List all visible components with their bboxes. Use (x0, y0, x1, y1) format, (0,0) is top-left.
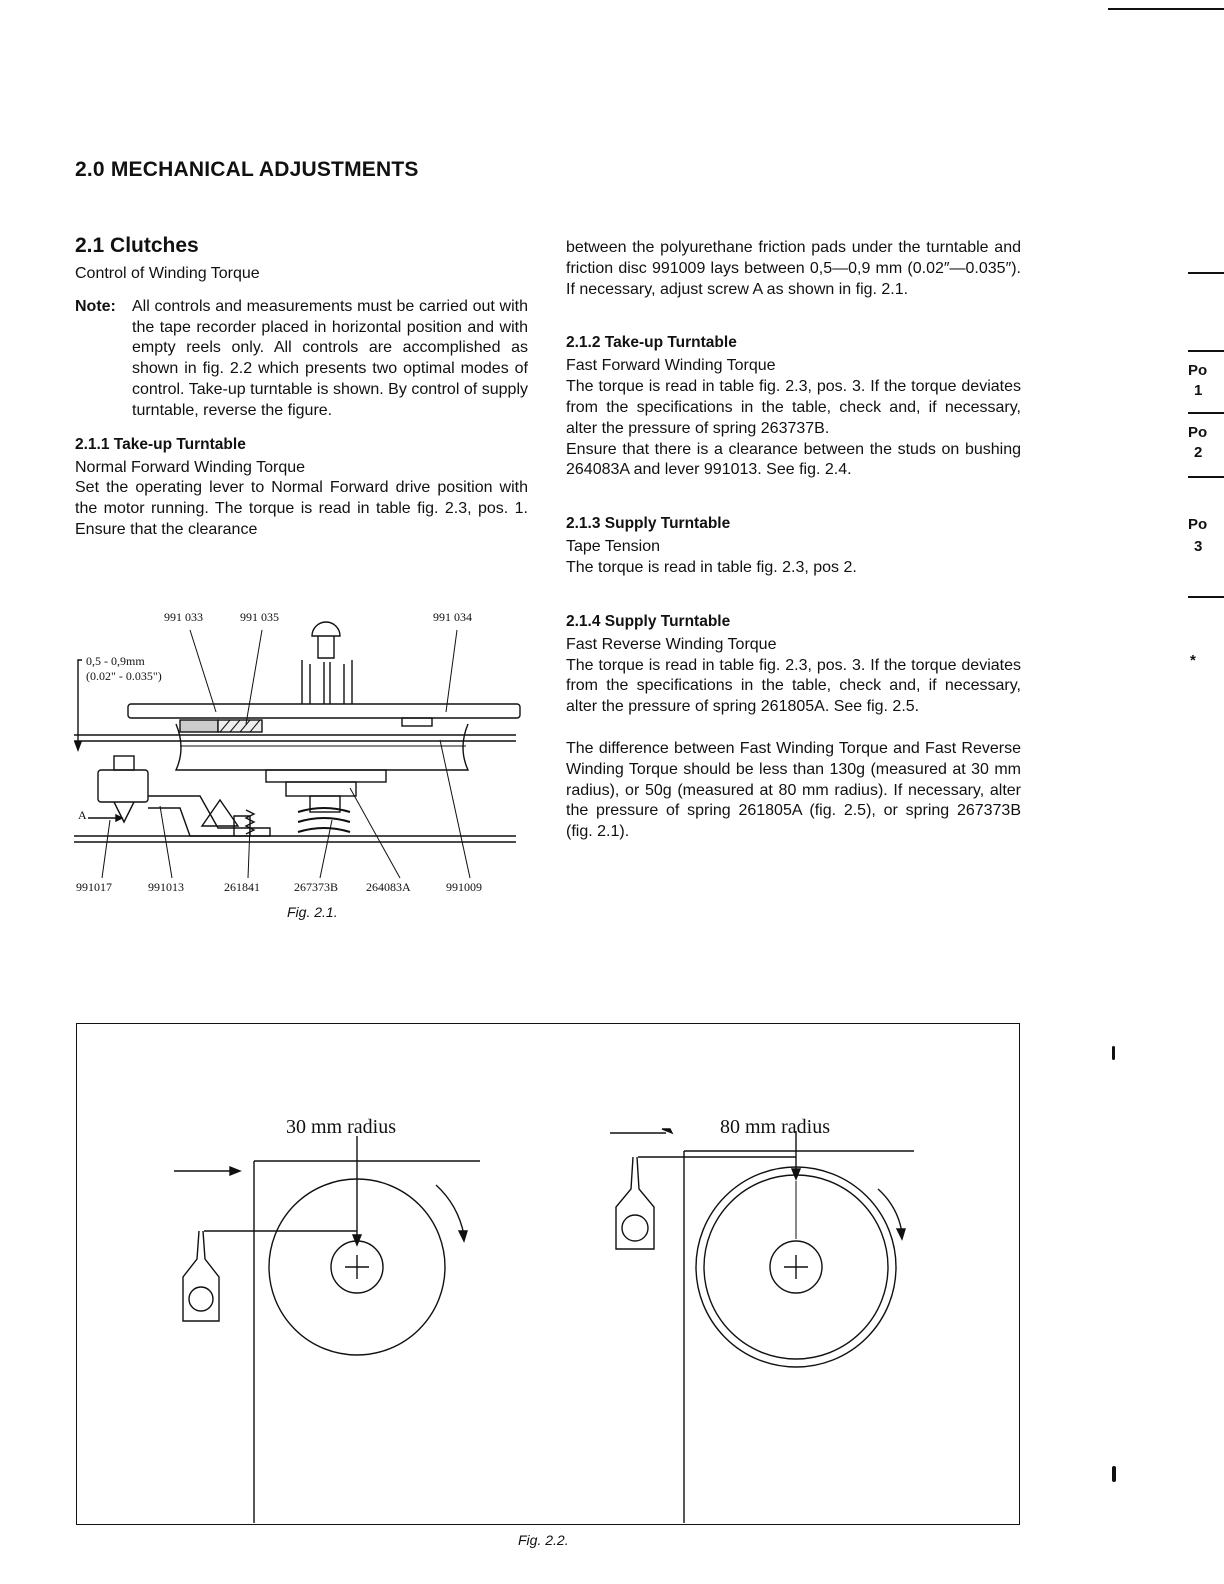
s214-text-2: The difference between Fast Winding Torque and Fast Reverse Winding Torque should be less than 130g (measured at 30 mm radius), or 50g (measured at 80 mm radius). If necessary, alter the pressure of spring 261805A (fig. 2.5), or spring 267373B (fig. 2.1). (566, 739, 1021, 841)
section-subtitle: Control of Winding Torque (75, 265, 260, 282)
edge-rule-5 (1188, 596, 1224, 598)
s213-text: The torque is read in table fig. 2.3, pos 2. (566, 558, 857, 576)
edge-rule-4 (1188, 476, 1224, 478)
s213-subtitle: Tape Tension (566, 538, 660, 556)
edge-asterisk: * (1190, 652, 1196, 669)
s212-text-2: Ensure that there is a clearance between the studs on bushing 264083A and lever 991013. See fig. 2.4. (566, 440, 1021, 479)
s213-title: 2.1.3 Supply Turntable (566, 515, 731, 533)
fig-2-1-drawing (70, 600, 540, 900)
edge-pos-3-label: Po (1188, 516, 1208, 533)
label-991034: 991 034 (433, 610, 472, 624)
note-text: All controls and measurements must be carried out with the tape recorder placed in horizontal position and with empty reels only. All controls are accomplished as shown in fig. 2.2 which presents two optimal modes of control. Take-up turntable is shown. By control of supply turntable, reverse the figure. (132, 297, 528, 419)
right-column (566, 238, 1021, 843)
s212-subtitle: Fast Forward Winding Torque (566, 357, 776, 375)
fig-2-1-caption: Fig. 2.1. (287, 904, 338, 920)
edge-rule-1 (1188, 272, 1224, 274)
s214-text-1: The torque is read in table fig. 2.3, pos. 3. If the torque deviates from the specifications in the table, check and, if necessary, alter the pressure of spring 261805A. See fig. 2.5. (566, 656, 1021, 716)
section-title: 2.1 Clutches (75, 234, 199, 257)
label-clearance-in: (0.02" - 0.035") (86, 669, 162, 683)
right-radius-label: 80 mm radius (720, 1116, 830, 1138)
s211-title: 2.1.1 Take-up Turntable (75, 435, 246, 453)
note-label: Note: (75, 297, 116, 315)
s214-title: 2.1.4 Supply Turntable (566, 612, 731, 630)
label-261841: 261841 (224, 880, 260, 894)
edge-rule-3 (1188, 412, 1224, 414)
page-heading: 2.0 MECHANICAL ADJUSTMENTS (75, 158, 419, 181)
edge-rule-top (1108, 8, 1224, 10)
col2-continuation: between the polyurethane friction pads under the turntable and friction disc 991009 lays between 0,5—0,9 mm (0.02″—0.035″). If necessary, adjust screw A as shown in fig. 2.1. (566, 239, 1021, 298)
edge-mark-1 (1112, 1046, 1115, 1060)
label-264083a: 264083A (366, 880, 411, 894)
label-991017: 991017 (76, 880, 112, 894)
s212-text-1: The torque is read in table fig. 2.3, pos. 3. If the torque deviates from the specifications in the table, check and, if necessary, alter the pressure of spring 263737B. (566, 378, 1021, 437)
edge-rule-2 (1188, 350, 1224, 352)
label-991033: 991 033 (164, 610, 203, 624)
label-screw-a: A (78, 808, 87, 822)
label-991009: 991009 (446, 880, 482, 894)
label-991013: 991013 (148, 880, 184, 894)
s214-subtitle: Fast Reverse Winding Torque (566, 635, 777, 653)
fig-2-2-caption: Fig. 2.2. (518, 1532, 569, 1548)
note-block (75, 297, 528, 422)
s211-text: Set the operating lever to Normal Forward drive position with the motor running. The torque is read in table fig. 2.3, pos. 1. Ensure that the clearance (75, 479, 528, 538)
edge-pos-2-num: 2 (1194, 444, 1203, 461)
left-column (75, 234, 528, 541)
edge-pos-3-num: 3 (1194, 538, 1203, 555)
label-991035: 991 035 (240, 610, 279, 624)
label-267373b: 267373B (294, 880, 339, 894)
edge-pos-2-label: Po (1188, 424, 1208, 441)
edge-pos-1-num: 1 (1194, 382, 1203, 399)
s212-title: 2.1.2 Take-up Turntable (566, 334, 737, 352)
s211-subtitle: Normal Forward Winding Torque (75, 458, 306, 476)
edge-pos-1-label: Po (1188, 362, 1208, 379)
fig-2-2-drawing (76, 1023, 1018, 1523)
edge-mark-2 (1112, 1466, 1116, 1482)
left-radius-label: 30 mm radius (286, 1116, 396, 1138)
label-clearance-mm: 0,5 - 0,9mm (86, 654, 145, 668)
